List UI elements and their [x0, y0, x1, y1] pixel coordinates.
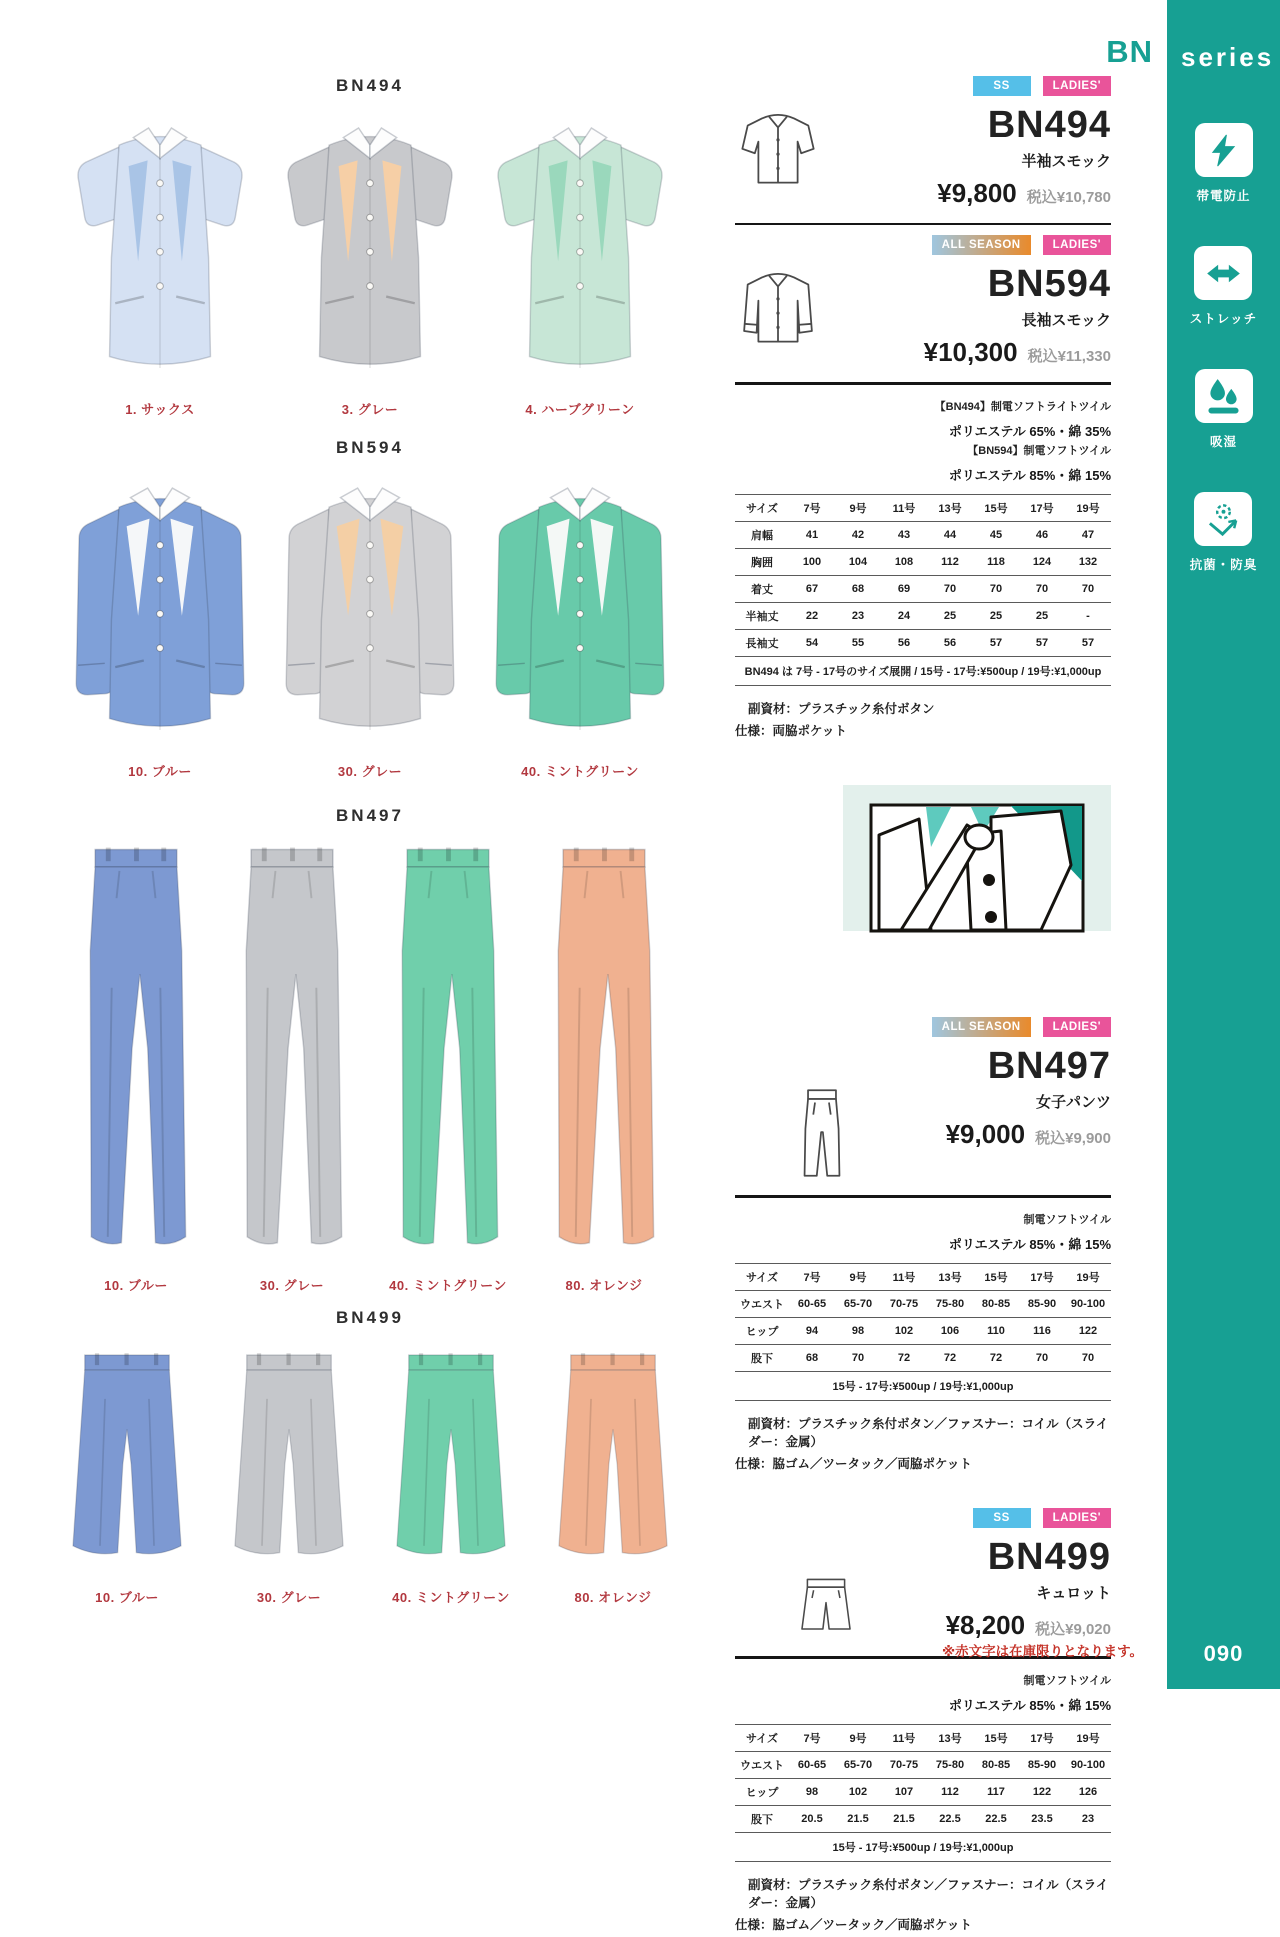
garment-row: [40, 1334, 700, 1606]
size-cell: 107: [881, 1778, 927, 1805]
garment-photo: [270, 102, 470, 418]
fabric-note-line: ポリエステル 85%・綿 15%: [948, 467, 1111, 483]
photo-section-bn497: [40, 806, 700, 1294]
size-cell: 56: [881, 629, 927, 656]
size-cell: 60-65: [789, 1290, 835, 1317]
size-header-row: [735, 494, 1111, 521]
size-cell: 57: [973, 629, 1019, 656]
pants-image: [375, 832, 521, 1270]
badge-row: [735, 1508, 1111, 1528]
size-cell: 25: [927, 602, 973, 629]
garment-photo: [60, 102, 260, 418]
size-cell: 98: [835, 1317, 881, 1344]
fabric-note-line: 【BN594】制電ソフトツイル: [967, 444, 1111, 457]
product-name: 女子パンツ: [1035, 1093, 1111, 1111]
size-header-cell: 17号: [1019, 494, 1065, 521]
section-code-heading: BN497: [336, 806, 404, 825]
price: ¥8,200: [945, 1609, 1026, 1640]
size-cell: 90-100: [1065, 1290, 1111, 1317]
size-cell: 112: [927, 548, 973, 575]
size-cell: 70: [1065, 1344, 1111, 1371]
short-sleeve-smock-image: [270, 102, 470, 394]
product-name: 半袖スモック: [1021, 152, 1111, 170]
feature-icon: [1206, 501, 1241, 538]
long-sleeve-smock-image: [480, 464, 680, 756]
garment-row: [40, 832, 700, 1294]
garment-row: [40, 464, 700, 780]
size-cell: 20.5: [789, 1805, 835, 1832]
size-cell: 70: [835, 1344, 881, 1371]
size-header-cell: 11号: [881, 494, 927, 521]
size-row: [735, 575, 1111, 602]
size-cell: 股下: [735, 1805, 789, 1832]
size-cell: 85-90: [1019, 1290, 1065, 1317]
size-cell: 68: [789, 1344, 835, 1371]
size-cell: 股下: [735, 1344, 789, 1371]
product-badge: SS: [973, 76, 1031, 96]
pants-lineart-icon: [797, 1085, 847, 1181]
size-cell: 長袖丈: [735, 629, 789, 656]
materials-line: 仕様：脇ゴム／ツータック／両脇ポケット: [735, 1456, 972, 1471]
size-cell: 118: [973, 548, 1019, 575]
product-code: BN594: [987, 262, 1111, 305]
feature-icon: [1206, 132, 1241, 169]
long-sleeve-smock-image: [270, 464, 470, 756]
size-cell: 72: [973, 1344, 1019, 1371]
product-badge: ALL SEASON: [932, 235, 1031, 255]
product-head-bn499: [735, 1535, 1111, 1642]
size-cell: 47: [1065, 521, 1111, 548]
size-cell: 23: [835, 602, 881, 629]
materials-notes: [735, 699, 1111, 739]
feature-icon-tile: [1194, 492, 1252, 546]
size-header-cell: 13号: [927, 1724, 973, 1751]
size-row: [735, 629, 1111, 656]
size-cell: 70: [1019, 1344, 1065, 1371]
feature-icon-list: [1167, 123, 1280, 573]
product-badge: ALL SEASON: [932, 1017, 1031, 1037]
size-cell: 75-80: [927, 1290, 973, 1317]
size-cell: 70: [1065, 575, 1111, 602]
colorway-label: 40. ミントグリーン: [389, 1278, 507, 1293]
long-sleeve-smock-lineart-icon: [735, 265, 821, 347]
section-code-heading: BN594: [336, 438, 404, 457]
size-header-cell: 7号: [789, 1724, 835, 1751]
size-cell: 25: [973, 602, 1019, 629]
tax-included-price: 税込¥10,780: [1026, 188, 1111, 206]
size-cell: 25: [1019, 602, 1065, 629]
pants-image: [219, 832, 365, 1270]
garment-photo: [51, 1334, 203, 1606]
size-header-cell: 15号: [973, 1263, 1019, 1290]
series-prefix-label: BN: [1106, 34, 1153, 69]
product-badge: LADIES': [1043, 1017, 1111, 1037]
fabric-notes: [735, 398, 1111, 484]
feature-item: [1190, 246, 1257, 327]
price: ¥9,800: [937, 177, 1017, 208]
size-cell: 72: [927, 1344, 973, 1371]
size-header-cell: 7号: [789, 1263, 835, 1290]
size-note: 15号 - 17号:¥500up / 19号:¥1,000up: [735, 1371, 1111, 1400]
size-cell: ヒップ: [735, 1778, 789, 1805]
divider: [735, 382, 1111, 385]
size-header-row: [735, 1724, 1111, 1751]
size-header-cell: 9号: [835, 1263, 881, 1290]
size-row: [735, 521, 1111, 548]
fabric-note-line: ポリエステル 65%・綿 35%: [948, 423, 1111, 439]
size-header-cell: 19号: [1065, 494, 1111, 521]
tax-included-price: 税込¥9,020: [1035, 1620, 1111, 1638]
size-cell: 45: [973, 521, 1019, 548]
short-sleeve-smock-image: [480, 102, 680, 394]
size-header-row: [735, 1263, 1111, 1290]
size-cell: 104: [835, 548, 881, 575]
colorway-label: 10. ブルー: [104, 1278, 168, 1293]
size-cell: 半袖丈: [735, 602, 789, 629]
feature-item: [1190, 492, 1258, 573]
size-cell: 116: [1019, 1317, 1065, 1344]
colorway-label: 30. グレー: [337, 764, 403, 779]
fabric-note-line: ポリエステル 85%・綿 15%: [948, 1697, 1111, 1713]
product-code: BN494: [987, 104, 1111, 146]
pants-image: [63, 832, 209, 1270]
size-cell: 65-70: [835, 1751, 881, 1778]
badge-row: [735, 76, 1111, 96]
size-cell: 132: [1065, 548, 1111, 575]
colorway-label: 40. ミントグリーン: [521, 764, 639, 779]
materials-line: 仕様：脇ゴム／ツータック／両脇ポケット: [735, 1917, 972, 1932]
badge-row: [735, 1017, 1111, 1037]
size-cell: 122: [1065, 1317, 1111, 1344]
size-cell: 68: [835, 575, 881, 602]
garment-photo: [213, 1334, 365, 1606]
stock-limited-footnote: ※赤文字は在庫限りとなります。: [941, 1644, 1143, 1659]
long-sleeve-smock-image: [60, 464, 260, 756]
size-cell: 69: [881, 575, 927, 602]
fabric-note-line: 制電ソフトツイル: [1023, 1674, 1111, 1687]
size-cell: 72: [881, 1344, 927, 1371]
feature-icon-tile: [1195, 369, 1253, 423]
size-cell: 54: [789, 629, 835, 656]
colorway-label: 4. ハーブグリーン: [525, 402, 635, 417]
size-row: [735, 548, 1111, 575]
size-cell: 85-90: [1019, 1751, 1065, 1778]
size-cell: 106: [927, 1317, 973, 1344]
size-cell: 98: [789, 1778, 835, 1805]
size-row: [735, 602, 1111, 629]
size-cell: 65-70: [835, 1290, 881, 1317]
fabric-notes: [735, 1211, 1111, 1253]
culotte-image: [375, 1334, 527, 1582]
materials-notes: [735, 1875, 1111, 1933]
pants-image: [531, 832, 677, 1270]
size-row: [735, 1344, 1111, 1371]
fabric-note-line: 【BN494】制電ソフトライトツイル: [934, 400, 1111, 413]
size-cell: 21.5: [835, 1805, 881, 1832]
size-cell: 22.5: [973, 1805, 1019, 1832]
photo-section-bn594: [40, 438, 700, 780]
materials-line: 副資材：プラスチック糸付ボタン／ファスナー：コイル（スライダー：金属）: [748, 1416, 1109, 1449]
size-header-cell: 13号: [927, 494, 973, 521]
size-row: [735, 1290, 1111, 1317]
size-cell: 44: [927, 521, 973, 548]
size-header-cell: 11号: [881, 1263, 927, 1290]
size-cell: 70: [1019, 575, 1065, 602]
size-cell: 67: [789, 575, 835, 602]
size-cell: 43: [881, 521, 927, 548]
size-header-cell: 7号: [789, 494, 835, 521]
size-header-cell: 17号: [1019, 1724, 1065, 1751]
product-head-bn494: [735, 106, 1111, 209]
colorway-label: 40. ミントグリーン: [392, 1590, 510, 1605]
fabric-note-line: 制電ソフトツイル: [1023, 1213, 1111, 1226]
size-cell: 着丈: [735, 575, 789, 602]
size-cell: 56: [927, 629, 973, 656]
size-cell: 21.5: [881, 1805, 927, 1832]
feature-label: 帯電防止: [1196, 189, 1251, 203]
size-row: [735, 1778, 1111, 1805]
colorway-label: 1. サックス: [125, 402, 195, 417]
colorway-label: 10. ブルー: [95, 1590, 159, 1605]
series-sidebar: [1167, 0, 1280, 1689]
size-cell: 42: [835, 521, 881, 548]
product-badge: LADIES': [1043, 1508, 1111, 1528]
price: ¥9,000: [945, 1118, 1026, 1149]
colorway-label: 3. グレー: [341, 402, 399, 417]
materials-line: 副資材：プラスチック糸付ボタン: [748, 701, 935, 716]
product-badge: LADIES': [1043, 235, 1111, 255]
size-header-cell: サイズ: [735, 1263, 789, 1290]
size-cell: ウエスト: [735, 1751, 789, 1778]
fabric-note-line: ポリエステル 85%・綿 15%: [948, 1236, 1111, 1252]
feature-icon-tile: [1195, 123, 1253, 177]
size-cell: 80-85: [973, 1290, 1019, 1317]
size-header-cell: 11号: [881, 1724, 927, 1751]
product-code: BN499: [987, 1535, 1111, 1578]
culotte-image: [51, 1334, 203, 1582]
tax-included-price: 税込¥11,330: [1027, 347, 1111, 365]
feature-item: [1195, 123, 1253, 204]
size-cell: 23: [1065, 1805, 1111, 1832]
badge-row: [735, 235, 1111, 255]
garment-row: [40, 102, 700, 418]
size-cell: 70: [973, 575, 1019, 602]
series-suffix-label: series: [1181, 42, 1275, 72]
garment-photo: [537, 1334, 689, 1606]
size-cell: 57: [1065, 629, 1111, 656]
size-cell: 90-100: [1065, 1751, 1111, 1778]
size-cell: 110: [973, 1317, 1019, 1344]
size-header-cell: 17号: [1019, 1263, 1065, 1290]
product-name: 長袖スモック: [1021, 311, 1111, 329]
size-cell: 肩幅: [735, 521, 789, 548]
size-note: 15号 - 17号:¥500up / 19号:¥1,000up: [735, 1832, 1111, 1861]
size-cell: 23.5: [1019, 1805, 1065, 1832]
colorway-label: 30. グレー: [256, 1590, 322, 1605]
product-head-bn497: [735, 1044, 1111, 1181]
size-header-cell: 15号: [973, 494, 1019, 521]
size-cell: 75-80: [927, 1751, 973, 1778]
size-cell: 46: [1019, 521, 1065, 548]
section-code-heading: BN494: [336, 76, 404, 95]
garment-photo: [219, 832, 365, 1294]
feature-icon-tile: [1194, 246, 1252, 300]
size-cell: 60-65: [789, 1751, 835, 1778]
culotte-image: [213, 1334, 365, 1582]
materials-line: 副資材：プラスチック糸付ボタン／ファスナー：コイル（スライダー：金属）: [748, 1877, 1109, 1910]
divider: [735, 1195, 1111, 1198]
size-cell: 108: [881, 548, 927, 575]
size-cell: 22: [789, 602, 835, 629]
size-cell: 70-75: [881, 1751, 927, 1778]
garment-photo: [60, 464, 260, 780]
fabric-notes: [735, 1672, 1111, 1714]
size-row: [735, 1751, 1111, 1778]
size-cell: 胸囲: [735, 548, 789, 575]
product-code: BN497: [987, 1044, 1111, 1087]
product-badge: SS: [973, 1508, 1031, 1528]
feature-label: 抗菌・防臭: [1189, 558, 1258, 572]
tax-included-price: 税込¥9,900: [1035, 1129, 1111, 1147]
size-cell: 57: [1019, 629, 1065, 656]
size-cell: 94: [789, 1317, 835, 1344]
size-cell: 55: [835, 629, 881, 656]
colorway-label: 80. オレンジ: [574, 1590, 652, 1605]
feature-item: [1195, 369, 1253, 450]
page-number: 090: [1203, 1641, 1244, 1666]
size-cell: -: [1065, 602, 1111, 629]
colorway-label: 30. グレー: [259, 1278, 325, 1293]
feature-label: ストレッチ: [1189, 312, 1258, 326]
size-cell: 100: [789, 548, 835, 575]
feature-icon: [1206, 255, 1241, 292]
size-cell: 70: [927, 575, 973, 602]
colorway-label: 80. オレンジ: [565, 1278, 643, 1293]
product-head-bn594: [735, 262, 1111, 368]
garment-photo: [375, 1334, 527, 1606]
size-header-cell: 9号: [835, 494, 881, 521]
feature-label: 吸湿: [1209, 435, 1237, 449]
colorway-label: 10. ブルー: [128, 764, 192, 779]
size-cell: 112: [927, 1778, 973, 1805]
size-cell: 102: [835, 1778, 881, 1805]
size-cell: 70-75: [881, 1290, 927, 1317]
size-cell: ウエスト: [735, 1290, 789, 1317]
size-row: [735, 1317, 1111, 1344]
size-cell: 117: [973, 1778, 1019, 1805]
feature-icon: [1206, 378, 1241, 415]
garment-photo: [375, 832, 521, 1294]
size-table-smock: [735, 494, 1111, 686]
size-cell: ヒップ: [735, 1317, 789, 1344]
garment-photo: [270, 464, 470, 780]
size-header-cell: 13号: [927, 1263, 973, 1290]
size-note: BN494 は 7号 - 17号のサイズ展開 / 15号 - 17号:¥500up / 19号:¥1,000up: [735, 656, 1111, 685]
size-header-cell: 9号: [835, 1724, 881, 1751]
style-illustration: [843, 785, 1111, 931]
section-code-heading: BN499: [336, 1308, 404, 1327]
size-header-cell: 15号: [973, 1724, 1019, 1751]
size-cell: 124: [1019, 548, 1065, 575]
photo-section-bn494: [40, 76, 700, 418]
photo-section-bn499: [40, 1308, 700, 1606]
product-name: キュロット: [1036, 1584, 1111, 1602]
price: ¥10,300: [923, 336, 1018, 367]
materials-line: 仕様：両脇ポケット: [735, 723, 847, 738]
size-cell: 22.5: [927, 1805, 973, 1832]
garment-photo: [531, 832, 677, 1294]
size-header-cell: 19号: [1065, 1724, 1111, 1751]
size-header-cell: 19号: [1065, 1263, 1111, 1290]
size-header-cell: サイズ: [735, 494, 789, 521]
short-sleeve-smock-lineart-icon: [735, 106, 821, 188]
product-badge: LADIES': [1043, 76, 1111, 96]
garment-photo: [480, 102, 680, 418]
size-header-cell: サイズ: [735, 1724, 789, 1751]
culotte-image: [537, 1334, 689, 1582]
size-cell: 102: [881, 1317, 927, 1344]
size-table-culotte: [735, 1724, 1111, 1862]
short-sleeve-smock-image: [60, 102, 260, 394]
size-cell: 41: [789, 521, 835, 548]
size-cell: 24: [881, 602, 927, 629]
materials-notes: [735, 1414, 1111, 1472]
size-table-pants: [735, 1263, 1111, 1401]
garment-photo: [480, 464, 680, 780]
divider: [735, 223, 1111, 225]
size-row: [735, 1805, 1111, 1832]
size-cell: 80-85: [973, 1751, 1019, 1778]
culotte-lineart-icon: [795, 1568, 857, 1642]
size-cell: 126: [1065, 1778, 1111, 1805]
size-cell: 122: [1019, 1778, 1065, 1805]
garment-photo: [63, 832, 209, 1294]
